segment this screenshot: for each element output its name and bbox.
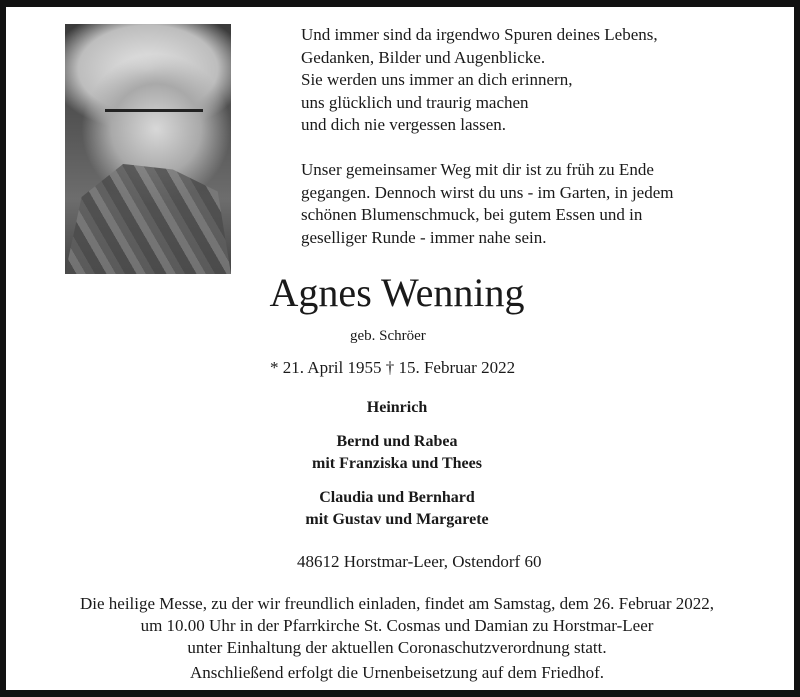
scarf-shape	[65, 164, 231, 274]
mourner-name: Bernd und Rabea	[336, 433, 458, 450]
text-line: schönen Blumenschmuck, bei gutem Essen und in	[301, 205, 643, 224]
glasses-shape	[105, 109, 203, 134]
deceased-name: Agnes Wenning	[269, 270, 525, 315]
mourner-name: mit Franziska und Thees	[312, 455, 482, 472]
mourner-name: Heinrich	[366, 399, 428, 416]
poem-line: und dich nie vergessen lassen.	[301, 115, 507, 134]
service-line: unter Einhaltung der aktuellen Coronaschutzverordnung statt.	[187, 638, 607, 657]
life-dates: * 21. April 1955 † 15. Februar 2022	[270, 358, 516, 377]
service-line: um 10.00 Uhr in der Pfarrkirche St. Cosmas und Damian zu Horstmar-Leer	[140, 616, 654, 635]
burial-note: Anschließend erfolgt die Urnenbeisetzung auf dem Friedhof.	[189, 663, 604, 682]
poem-line: Sie werden uns immer an dich erinnern,	[301, 70, 573, 89]
mourner-name: Claudia und Bernhard	[319, 489, 475, 506]
poem-line: Und immer sind da irgendwo Spuren deines Lebens,	[301, 25, 658, 44]
mourner-name: mit Gustav und Margarete	[305, 511, 489, 528]
text-line: geselliger Runde - immer nahe sein.	[301, 227, 547, 247]
text-line: Unser gemeinsamer Weg mit dir ist zu früh zu Ende	[301, 160, 654, 179]
service-line: Die heilige Messe, zu der wir freundlich einladen, findet am Samstag, dem 26. Februar 2022,	[79, 594, 714, 613]
address: 48612 Horstmar-Leer, Ostendorf 60	[297, 552, 542, 571]
poem-line: uns glücklich und traurig machen	[301, 92, 529, 112]
poem-line: Gedanken, Bilder und Augenblicke.	[301, 47, 546, 67]
text-line: gegangen. Dennoch wirst du uns - im Garten, in jedem	[301, 182, 674, 202]
maiden-name: geb. Schröer	[350, 328, 426, 344]
portrait-photo	[65, 24, 231, 274]
